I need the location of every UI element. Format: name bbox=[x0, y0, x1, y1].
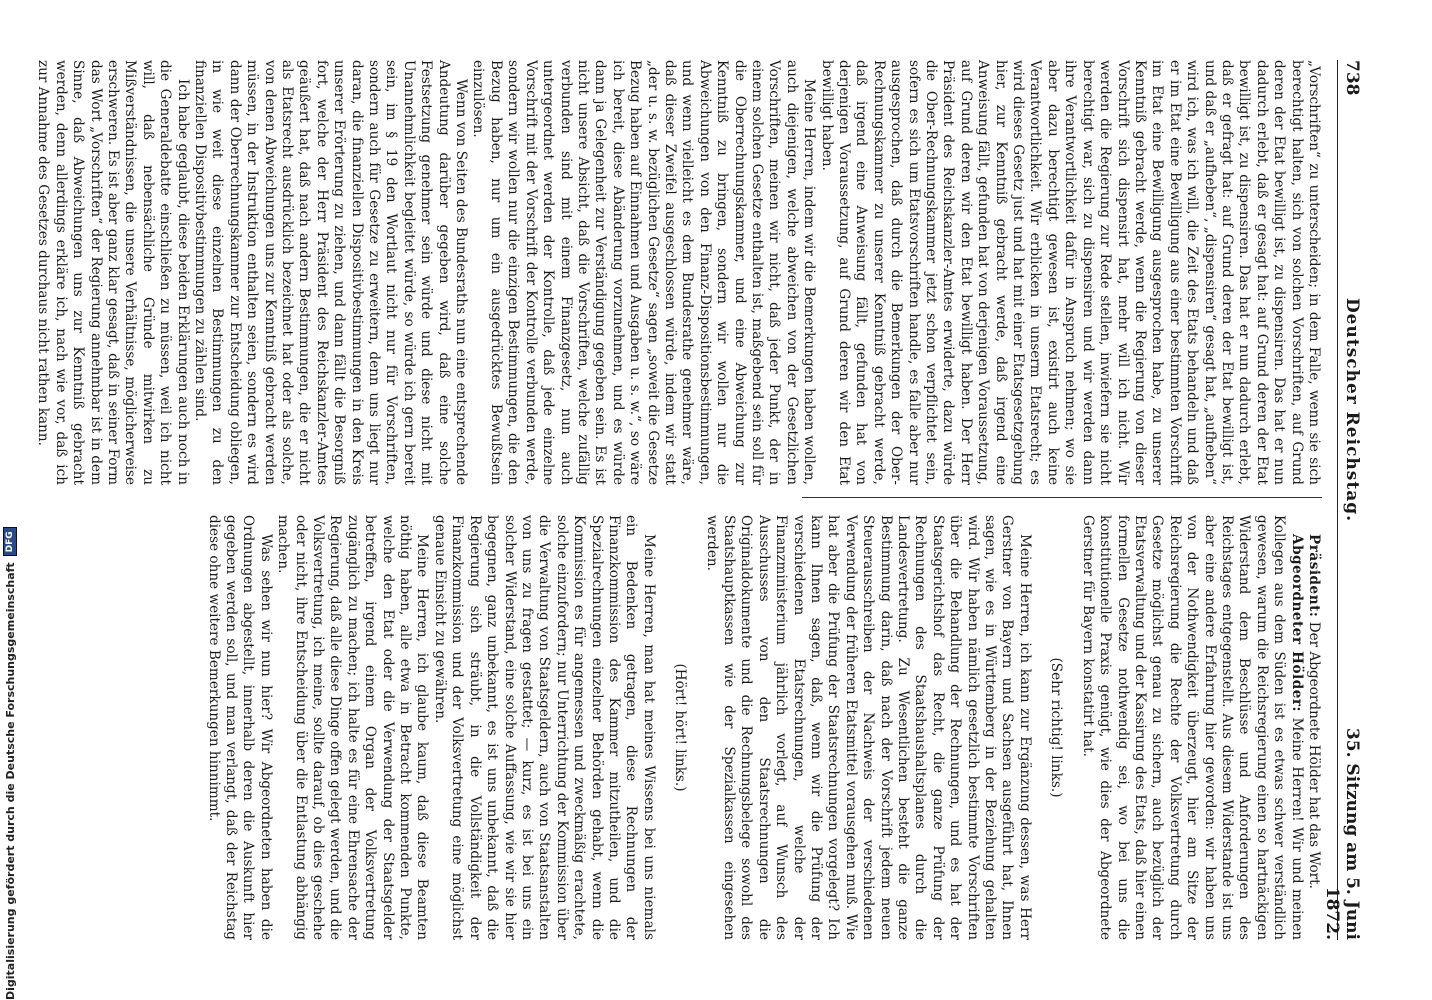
speech-text: Der Abgeordnete Hölder hat das Wort. bbox=[1306, 621, 1322, 889]
dfg-logo: DFG bbox=[3, 527, 17, 556]
left-column bbox=[35, 60, 1322, 485]
interjection: (Hört! hört! links.) bbox=[672, 663, 689, 792]
paragraph: Meine Herren, indem wir die Bemerkungen haben wollen, auch diejenigen, welche abweichen von der Gesetzlichen Vorschriften, meinen wir nicht, daß jeder Punkt, der in einem solchen Gesetze enthalten ist, maßgebend sein soll für die Oberrechnungskammer, und eine Abweichung zur Kenntniß zu bringen, sondern wir wollen nur die Abweichungen von den Finanz-Dispositionsbestimmungen, und wenn vielleicht es dem Bundesrathe genehmer wäre, daß dieser Zweifel ausgeschlossen würde, indem wir statt „der u. s. w. bezüglichen Gesetze“ sagen „soweit die Gesetze Bezug haben auf Einnahmen und Ausgaben u. s. w.“, so wäre ich bereit, diese Abänderung vorzunehmen, und es würde dann ja Gelegenheit zur Verständigung gegeben sein. Es ist nicht unsere Absicht, daß die Vorschriften, welche zufällig verbunden sind mit einem Finanzgesetz, nun auch untergeordnet werden der Kontrolle, daß jede einzelne Vorschrift mit der Vorschrift der Kontrolle verbunden werde, sondern wir wollen nur die einzigen Bestimmungen, die den Bezug haben, nur um ein ausgedrücktes Bewußtsein einzulösen. bbox=[470, 60, 818, 485]
page-title: Deutscher Reichstag. bbox=[1342, 297, 1362, 523]
speech-text: Meine Herren! Wir und meinen Kollegen aus dem Süden ist es etwas schwer verständlich gewesen, warum die Reichsregierung einen so hartnäckigen Widerstand dem Beschlüsse und Anforderungen des Reichstages entgegenstellt. Aus diesem Widerstande ist uns aber eine andere Erfahrung hier geworden: wir haben uns von der Nothwendigkeit überzeugt, hier am Sitze der Reichsregierung die Rechte der Volksvertretung durch Gesetze möglichst genau zu sichern, auch bezüglich der Etatsverwaltung und der Kassirung des Etats, daß hier einen formellen Gesetze nothwendig sei, wo bei uns die konstitutionelle Praxis genügt, wie dies der Abgeordnete Gerstner für Bayern konstatirt hat. bbox=[1079, 515, 1305, 941]
speaker-paragraph bbox=[1078, 515, 1304, 940]
digitization-credit bbox=[0, 0, 20, 1000]
page-header bbox=[1322, 60, 1362, 940]
speaker-name: Präsident: bbox=[1306, 534, 1322, 618]
paragraph: Meine Herren, ich kann zur Ergänzung dessen, was Herr Gerstner von Bayern und Sachsen ausgeführt hat, Ihnen sagen, wie es in Württemberg in der Beziehung gehalten wird. Wir haben nämlich gesetzlich bestimmte Vorschriften über die Behandlung der Rechnungen, und es hat der Staatsgerichtshof das Recht, die ganze Prüfung der Rechnungen des Staatshaushaltsplanes durch die Landesvertretung. Zu Wesentlichen besteht die ganze Bestimmung darin, daß nach der Vorschrift jedem neuen Steuerausschreiben der Nachweis der verschiedenen Verwendung der früheren Etatsmittel vorausgehen muß. Wie hat aber die Prüfung der Staatsrechnungen vorgelegt? Ich kann Ihnen sagen, daß, wenn wir die Prüfung der verschiedenen Etatsrechnungen, welche der Finanzministerium jährlich vorlegt, auf Wunsch des Ausschusses von den Staatsrechnungen die Originaldokumente und die Rechnungsbelege sowohl des Staatshauptkassen wie der Spezialkassen eingesehen werden. bbox=[703, 515, 1033, 940]
paragraph: Ich habe geglaubt, diese beiden Erklärungen auch noch in die Generaldebatte einschließen zu müssen, weil ich nicht will, daß nebensächliche Gründe mitwirken zu Mißverständnissen, die unsere Verhältnisse, möglicherweise erschweren. Es ist aber ganz klar gesagt, daß in seiner Form das Wort „Vorschriften“ der Regierung annehmbar ist in dem Sinne, daß Abweichungen uns zur Kenntniß gebracht werden, denn allerdings erkläre ich, nach wie vor, daß ich zur Annahme des Gesetzes durchaus nicht rathen kann. bbox=[35, 60, 191, 485]
paragraph: Meine Herren, man hat meines Wissens bei uns niemals ein Bedenken getragen, diese Rechnungen der Finanzkommission des Kammer mitzutheilen, und die Spezialrechnungen einzelner Behörden gehabt, wenn die Kommission es für angemessen und zweckmäßig erachtete, solche einzufordern; nur Unterrichtung der Kommission über die Verwaltung von Staatsgeldern, auch von Staatsanstalten von uns zu fragen gestattet; — kurz, es ist bei uns ein solcher Widerstand, eine solche Auffassung, wie wir sie hier begegnen, ganz unbekannt, es ist uns unbekannt, daß die Regierung sich sträubt, in die Vollständigkeit der Finanzkommission und der Volksvertretung eine möglichst genaue Einsicht zu gewähren. bbox=[431, 515, 657, 940]
page-number: 738 bbox=[1342, 60, 1362, 96]
right-column bbox=[72, 515, 1322, 940]
interjection: (Sehr richtig! links.) bbox=[1048, 657, 1065, 798]
paragraph: „Vorschriften“ zu unterscheiden; in dem Falle, wenn sie sich berechtigt halten, sich von solchen Vorschriften, auf Grund deren der Etat bewilligt ist, zu dispensiren. Das hat er nun dadurch erlebt, daß er gesagt hat: auf Grund deren der Etat bewilligt ist, zu dispensiren. Das hat er nun dadurch erlebt, daß er gefragt hat: auf Grund deren der Etat bewilligt ist, und daß er „aufheben“, „dispensiren“ gesagt hat, „aufheben“ wird ich, was ich will, die Zeit des Etats behandeln und daß er im Etat eine Bewilligung aus einer bestimmten Vorschrift im Etat eine Bewilligung ausgesprochen habe, zu unserer Kenntniß gebracht werde, wenn die Regierung von dieser Vorschrift sich dispensirt hat, mehr will ich nicht. Wir werden die Regierung zur Rede stellen, inwiefern sie nicht berechtigt war, sich zu dispensiren und wir werden dann ihre Verantwortlichkeit dafür in Anspruch nehmen; wo sie aber dazu berechtigt gewesen ist, existirt auch keine Verantwortlichkeit. Wir erblicken in unserm Etatsrecht; es wird dieses Gesetz just und hat mit einer Etatsgesetzgebung hier, zur Kenntniß gebracht werde, daß irgend eine Anweisung fällt, gefunden hat von derjenigen Voraussetzung, auf Grund deren wir den Etat bewilligt haben. Der Herr Präsident des Reichskanzler-Amtes erwiderte, dazu würde die Ober-Rechnungskammer jetzt schon verpflichtet sein, sofern es sich um Etatsvorschriften handle, es falle aber nur ausgesprochen, daß durch die Bemerkungen der Ober-Rechnungskammer zu unserer Kenntniß gebracht werde, daß irgend eine Anweisung fällt, gefunden hat von derjenigen Voraussetzung, auf Grund deren wir den Etat bewilligt haben. bbox=[818, 60, 1322, 485]
credit-text: Digitalisierung gefördert durch die Deutsche Forschungsgemeinschaft bbox=[3, 562, 17, 1000]
session-title: 35. Sitzung am 5. Juni 1872. bbox=[1322, 727, 1362, 940]
column-divider bbox=[802, 497, 1322, 498]
paragraph: Meine Herren, ich glaube kaum, daß diese Beamten nöthig haben, alle etwa in Betracht kommenden Punkte, welche den Etat oder die Verwendung der Staatsgelder betreffen, irgend einem Organ der Volksvertretung zugänglich zu machen; ich halte es für eine Ehrensache der Regierung, daß alle diese Dinge offen gelegt werden, und die Volksvertretung, ich meine, sollte darauf, ob dies geschehe oder nicht, ihre Entscheidung über die Entlastung abhängig machen. bbox=[275, 515, 431, 940]
speaker-paragraph bbox=[1305, 515, 1322, 940]
speaker-name: Abgeordneter Hölder: bbox=[1288, 534, 1305, 713]
paragraph: Was sehen wir nun hier? Wir Abgeordneten haben die Ordnungen abgestellt, innerhalb deren die Auskunft hier gegeben werden soll, und man verlangt, daß der Reichstag diese ohne weitere Bemerkungen hinnimmt. bbox=[205, 515, 274, 940]
paragraph: Wenn von Seiten des Bundesraths nun eine entsprechende Andeutung darüber gegeben wird, daß eine solche Festsetzung genehmer sein würde und diese nicht mit Unannehmlichkeit begleitet würde, so würde ich gern bereit sein, im § 19 den Wortlaut nicht nur für Vorschriften, sondern auch für Gesetze zu erweitern, denn uns liegt nur daran, die finanziellen Dispositivbestimmungen in den Kreis unserer Erörterung zu ziehen, und dann fällt die Besorgniß fort, welche der Herr Präsident des Reichskanzler-Amtes geäußert hat, daß nach andern Bestimmungen, die er nicht als Etatsrecht ausdrücklich bezeichnet hat oder als solche, von denen Abweichungen uns zur Kenntniß gebracht werden müssen, in der Instruktion enthalten seien, sondern es wird dann der Oberrechnungskammer zur Entscheidung obliegen, in wie weit diese einzelnen Bestimmungen zu den finanziellen Dispositivbestimmungen zu zählen sind. bbox=[192, 60, 470, 485]
